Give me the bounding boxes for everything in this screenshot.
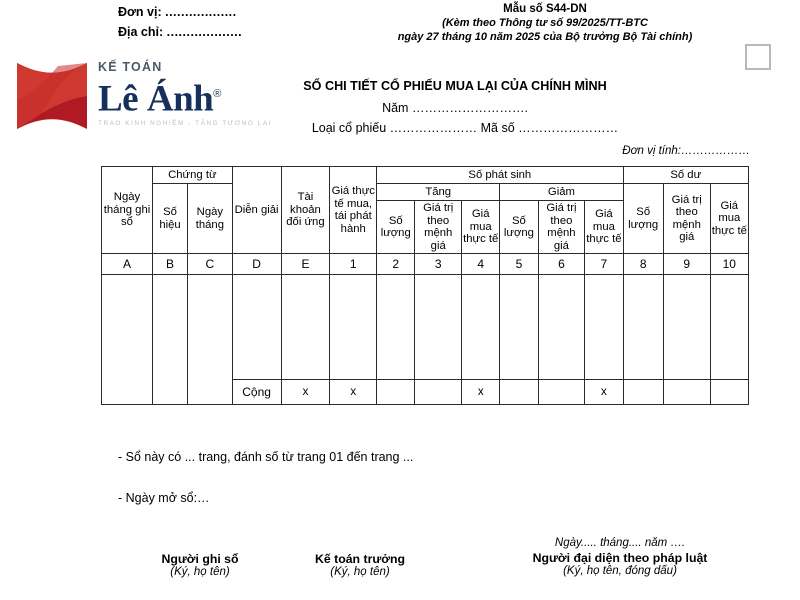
col-header-tang-gia-mua-thuc-te: Giá mua thực tế [462,201,500,254]
circular-line-2: ngày 27 tháng 10 năm 2025 của Bộ trưởng Bộ Tài chính) [397,31,693,43]
logo-name-row [98,74,272,119]
unit-value: .................. [165,5,237,19]
column-key-cell: B [152,254,187,275]
table-row[interactable] [102,275,749,380]
col-header-tang-so-luong: Số lượng [377,201,415,254]
column-key-cell: 8 [623,254,663,275]
col-header-du-gia-tri-menh-gia: Giá trị theo mệnh giá [663,184,710,254]
logo-ke-toan-text: KẾ TOÁN [98,60,163,74]
data-cell-1[interactable] [330,275,377,380]
total-row [102,380,749,405]
total-cell-7: x [585,380,623,405]
logo-name-text: Lê Ánh [98,78,214,120]
form-code-text: Mẫu số S44-DN [503,3,587,15]
column-key-cell: 6 [538,254,585,275]
col-header-giam-gia-mua-thuc-te: Giá mua thực tế [585,201,623,254]
col-header-ngay-thang: Ngày tháng [188,184,233,254]
signature-block-chief-accountant [265,552,455,578]
signature-role-chief-accountant: Kế toán trưởng [314,552,406,566]
circular-line-1: (Kèm theo Thông tư số 99/2025/TT-BTC [442,17,648,29]
total-cell-a [102,380,153,405]
data-cell-3[interactable] [415,275,462,380]
document-stock-type-line: Loại cổ phiếu ………………… Mã số …………………… [311,121,619,135]
document-title: SỔ CHI TIẾT CỔ PHIẾU MUA LẠI CỦA CHÍNH MÌNH [303,79,607,93]
col-group-so-phat-sinh: Số phát sinh [377,167,623,184]
total-cell-4: x [462,380,500,405]
col-header-tai-khoan-doi-ung: Tài khoản đối ứng [281,167,330,254]
logo-text-block [98,58,272,127]
signature-block-legal-representative [460,537,780,577]
total-cell-6 [538,380,585,405]
col-header-tang-gia-tri-menh-gia: Giá trị theo mệnh giá [415,201,462,254]
col-group-so-du: Số dư [623,167,748,184]
ledger-table [101,166,749,405]
col-header-dien-giai: Diễn giải [232,167,281,254]
signature-date-line: Ngày..... tháng.... năm …. [554,537,686,549]
document-year-line: Năm ………………………. [382,101,528,115]
col-header-du-gia-mua-thuc-te: Giá mua thực tế [710,184,748,254]
data-cell-e[interactable] [281,275,330,380]
data-cell-9[interactable] [663,275,710,380]
data-cell-8[interactable] [623,275,663,380]
column-key-cell: 10 [710,254,748,275]
data-cell-d[interactable] [232,275,281,380]
table-header-row-1 [102,167,749,184]
column-key-cell: A [102,254,153,275]
total-cell-3 [415,380,462,405]
signature-paren-chief-accountant: (Ký, họ tên) [330,566,390,578]
column-key-cell: 4 [462,254,500,275]
column-key-cell: 7 [585,254,623,275]
data-cell-2[interactable] [377,275,415,380]
column-key-cell: E [281,254,330,275]
data-cell-c[interactable] [188,275,233,380]
table-header-row-2 [102,184,749,201]
address-value: ................... [166,25,243,39]
signature-paren-legal-representative: (Ký, họ tên, đóng dấu) [563,565,677,577]
signature-role-recorder: Người ghi sổ [161,552,239,566]
unit-line [118,2,242,22]
column-key-cell: 9 [663,254,710,275]
note-page-count: - Sổ này có ... trang, đánh số từ trang 01 đến trang ... [118,450,414,464]
col-group-tang: Tăng [377,184,500,201]
column-key-row [102,254,749,275]
data-cell-10[interactable] [710,275,748,380]
address-label: Địa chỉ: [118,25,164,39]
col-group-giam: Giảm [500,184,623,201]
logo-tagline: TRAO KINH NGHIỆM - TĂNG TƯƠNG LAI [98,120,273,128]
form-code-block [350,2,740,44]
column-key-cell: C [188,254,233,275]
signature-paren-recorder: (Ký, họ tên) [170,566,230,578]
unit-info-block [118,2,242,42]
total-cell-10 [710,380,748,405]
total-row-label: Cộng [232,380,281,405]
total-cell-8 [623,380,663,405]
total-cell-9 [663,380,710,405]
column-key-cell: 3 [415,254,462,275]
total-cell-e: x [281,380,330,405]
col-header-giam-gia-tri-menh-gia: Giá trị theo mệnh giá [538,201,585,254]
col-header-du-so-luong: Số lượng [623,184,663,254]
column-key-cell: 5 [500,254,538,275]
total-cell-b [152,380,187,405]
logo-registered-mark: ® [213,88,221,100]
le-anh-logo-mark-icon [14,60,90,132]
data-cell-6[interactable] [538,275,585,380]
total-cell-2 [377,380,415,405]
logo [12,58,273,138]
address-line [118,22,242,42]
data-cell-7[interactable] [585,275,623,380]
image-placeholder-icon [745,44,771,70]
column-key-cell: 1 [330,254,377,275]
data-cell-4[interactable] [462,275,500,380]
total-cell-c [188,380,233,405]
total-cell-5 [500,380,538,405]
col-group-chung-tu: Chứng từ [152,167,232,184]
col-header-ngay-thang-ghi-so: Ngày tháng ghi sổ [102,167,153,254]
data-cell-5[interactable] [500,275,538,380]
col-header-so-hieu: Số hiệu [152,184,187,254]
note-open-date: - Ngày mở sổ:… [118,491,210,505]
signature-role-legal-representative: Người đại diện theo pháp luật [532,551,708,565]
col-header-giam-so-luong: Số lượng [500,201,538,254]
column-key-cell: D [232,254,281,275]
total-cell-1: x [330,380,377,405]
data-cell-a[interactable] [102,275,153,380]
unit-of-measure-label: Đơn vị tính:……………… [622,145,750,157]
data-cell-b[interactable] [152,275,187,380]
col-header-gia-thuc-te: Giá thực tế mua, tái phát hành [330,167,377,254]
unit-label: Đơn vị: [118,5,162,19]
column-key-cell: 2 [377,254,415,275]
